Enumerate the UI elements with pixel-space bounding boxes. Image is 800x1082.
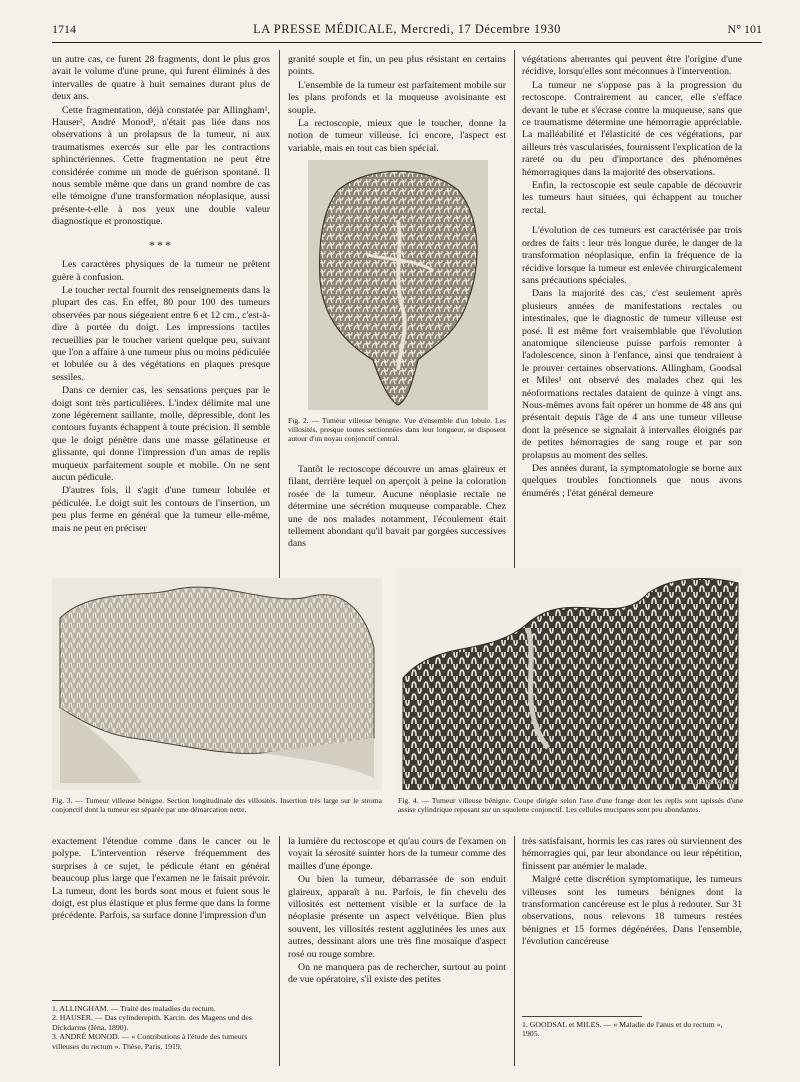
figure-4-signature: G. CONSTANTIN (688, 780, 735, 786)
column-2-middle (288, 464, 506, 551)
paragraph: L'évolution de ces tumeurs est caractérisée par trois ordres de faits : leur très longue durée, le danger de la transformation néoplasique, enfin la fréquence de la récidive lorsque la tumeur est enlevée chirurgicalement sans précautions spéciales. (522, 225, 742, 286)
paragraph: très satisfaisant, hormis les cas rares où surviennent des hémorragies qui, par leur abondance ou leur répétition, finissent par anémier le malade. (522, 836, 742, 872)
paragraph: un autre cas, ce furent 28 fragments, dont le plus gros avait le volume d'une prune, qui furent éliminés à des intervalles de quatre à huit semaines durant plus de deux ans. (52, 54, 270, 103)
journal-title: LA PRESSE MÉDICALE, Mercredi, 17 Décembre 1930 (253, 22, 561, 36)
figure-3-caption: Fig. 3. — Tumeur villeuse bénigne. Section longitudinale des villosités. Insertion très large sur le stroma conjonctif dont la tumeur est séparée par une démarcation nette. (52, 796, 382, 815)
paragraph: Cette fragmentation, déjà constatée par Allingham¹, Hauser², André Monod³, n'était pas liée dans nos observations à un prolapsus de la tumeur, ni aux traumatismes exercés sur elle par les contractions sphinctériennes. Cette fragmentation ne peut être considérée comme un mode de guérison spontané. Il nous semble même que dans un grand nombre de cas elle témoigne d'une transformation néoplasique, aussi présente-t-elle à nos yeux une double valeur diagnostique et pronostique. (52, 104, 270, 228)
column-3-upper (522, 54, 742, 500)
footnote: 2. HAUSER. — Das cylinderepith. Karcin. des Magens und des Dickdarms (Iéna, 1890). (52, 1013, 252, 1032)
paragraph: granité souple et fin, un peu plus résistant en certains points. (288, 54, 506, 78)
paragraph: Dans ce dernier cas, les sensations perçues par le doigt sont très particulières. L'index délimite mal une zone légèrement saillante, molle, dépressible, dont les contours fuyants échappent à toute précision. Il semble que le doigt pénètre dans une masse gélatineuse et glissante, qui donne l'impression d'un amas de replis muqueux parfaitement souple et mobile. On ne sent aucun pédicule. (52, 385, 270, 483)
paragraph: La rectoscopie, mieux que le toucher, donne la notion de tumeur villeuse. Ici encore, l'aspect est variable, mais en tout cas bien spécial. (288, 118, 506, 154)
paragraph: Tantôt le rectoscope découvre un amas glaireux et filant, derrière lequel on aperçoit à peine la coloration rosée de la tumeur. Aucune néoplasie rectale ne détermine une sécrétion muqueuse comparable. Chez une de nos malades notamment, l'écoulement était tellement abondant qu'il bavait par gorgées successives dans (288, 464, 506, 550)
paragraph: La tumeur ne s'oppose pas à la progression du rectoscope. Contrairement au cancer, elle s'efface devant le tube et s'écrase contre la muqueuse, sans que ce traumatisme détermine une hémorragie appréciable. La malléabilité et l'élasticité de ces végétations, par ailleurs très vascularisées, fournissent l'explication de la rareté ou du peu d'importance des phénomènes hémorragiques dans la majorité des observations. (522, 79, 742, 178)
column-rule (279, 836, 280, 1066)
column-rule (279, 50, 280, 590)
page-header (52, 20, 762, 43)
paragraph: L'ensemble de la tumeur est parfaitement mobile sur les plans profonds et la muqueuse avoisinante est souple. (288, 79, 506, 116)
paragraph: exactement l'étendue comme dans le cancer ou le polype. L'intervention réserve fréquemment des surprises à ce sujet, le pédicule étant en général beaucoup plus large que l'examen ne le faisait prévoir. La tumeur, dont les bords sont mous et fuient sous le doigt, est plus élastique et plus ferme que dans la forme précédente. Parfois, sa surface donne l'impression d'un (52, 836, 270, 922)
figure-3-micrograph (52, 578, 382, 790)
footnote-rule (522, 1016, 642, 1017)
paragraph: D'autres fois, il s'agit d'une tumeur lobulée et pédiculée. Le doigt suit les contours de l'insertion, un peu plus ferme en général que la tumeur elle-même, mais ne peut en préciser (52, 485, 270, 534)
paragraph: Le toucher rectal fournit des renseignements dans la plupart des cas. En effet, 80 pour 100 des tumeurs observées par nous siégeaient entre 6 et 12 cm., c'est-à-dire à portée du doigt. Les impressions tactiles recueillies par le toucher varient quelque peu, suivant que l'on a affaire à une tumeur plus ou moins pédiculée et lobulée ou à des végétations en plaques presque sessiles. (52, 284, 270, 383)
issue-number: N° 101 (727, 22, 762, 36)
figure-2-caption: Fig. 2. — Tumeur villeuse bénigne. Vue d'ensemble d'un lobule. Les villosités, presque toutes sectionnées dans leur longueur, se disposent autour d'un noyau conjonctif central. (288, 416, 506, 444)
section-separator: *** (149, 237, 173, 252)
figure-2-caption-block (288, 416, 506, 444)
footnote: 1. ALLINGHAM. — Traité des maladies du rectum. (52, 1004, 216, 1013)
column-1-upper (52, 54, 270, 535)
column-2-upper (288, 54, 506, 155)
column-3-lower (522, 836, 742, 949)
paragraph: Enfin, la rectoscopie est seule capable de découvrir les tumeurs haut situées, qui échappent au toucher rectal. (522, 180, 742, 216)
paragraph: On ne manquera pas de rechercher, surtout au point de vue opératoire, s'il existe des petites (288, 962, 506, 986)
paragraph: Dans la majorité des cas, c'est seulement après plusieurs années de manifestations rectales ou intestinales, que le diagnostic de tumeur villeuse est posé. Il est même fort vraisemblable que l'évolution anatomique silencieuse puisse parfois remonter à l'adolescence, sinon à l'enfance, ainsi que tendraient à le prouver certaines observations. Allingham, Goodsal et Miles¹ ont observé des malades chez qui les néoformations rectales dataient de quinze à vingt ans. Nous-mêmes avons fait opérer un homme de 48 ans qui présentait depuis l'âge de 4 ans une tumeur villeuse dont la présence se signalait à intervalles éloignés par de petites hémorragies de sang rouge et par son prolapsus au moment des selles. (522, 288, 742, 461)
paragraph: Ou bien la tumeur, débarrassée de son enduit glaireux, apparaît à nu. Parfois, le fin chevelu des villosités est nettement visible et la surface de la néoplasie présente un aspect velvétique. Bien plus souvent, les villosités restent agglutinées les unes aux autres, dessinant alors une très fine mosaïque d'aspect rosé ou rouge sombre. (288, 874, 506, 960)
paragraph: Des années durant, la symptomatologie se borne aux quelques troubles fonctionnels que nous avons énumérés ; l'état général demeure (522, 463, 742, 499)
figure-2-micrograph (308, 160, 488, 410)
figure-4-caption: Fig. 4. — Tumeur villeuse bénigne. Coupe dirigée selon l'axe d'une frange dont les replis sont tapissés d'une assise cylindrique reposant sur un squelette conjonctif. Les cellules mucipares sont peu abondantes. (398, 796, 743, 815)
column-2-lower (288, 836, 506, 987)
paragraph: Les caractères physiques de la tumeur ne prêtent guère à confusion. (52, 259, 270, 283)
footnote: 3. ANDRÉ MONOD. — « Contributions à l'étude des tumeurs villeuses du rectum ». Thèse, Paris, 1919. (52, 1032, 248, 1051)
column-rule (514, 836, 515, 1066)
footnote: 1. GOODSAL et MILES. — « Maladie de l'anus et du rectum », 1905. (522, 1020, 723, 1039)
paragraph: Malgré cette discrétion symptomatique, les tumeurs villeuses sont les tumeurs bénignes dont la transformation cancéreuse est le plus à redouter. Sur 31 observations, nous relevons 18 tumeurs restées bénignes et 15 formes dégénérées. Dans l'ensemble, l'évolution cancéreuse (522, 874, 742, 948)
paragraph: la lumière du rectoscope et qu'au cours de l'examen on voyait la sérosité suinter hors de la tumeur comme des mailles d'une éponge. (288, 836, 506, 872)
footnotes-right (522, 1020, 742, 1039)
column-1-lower (52, 836, 270, 923)
paragraph: végétations aberrantes qui peuvent être l'origine d'une récidive, lorsqu'elles sont méconnues à l'intervention. (522, 54, 742, 78)
column-rule (514, 50, 515, 590)
figure-4-micrograph (398, 568, 743, 790)
footnotes-left (52, 1004, 270, 1051)
page-number: 1714 (52, 22, 76, 36)
footnote-rule (52, 1000, 172, 1001)
